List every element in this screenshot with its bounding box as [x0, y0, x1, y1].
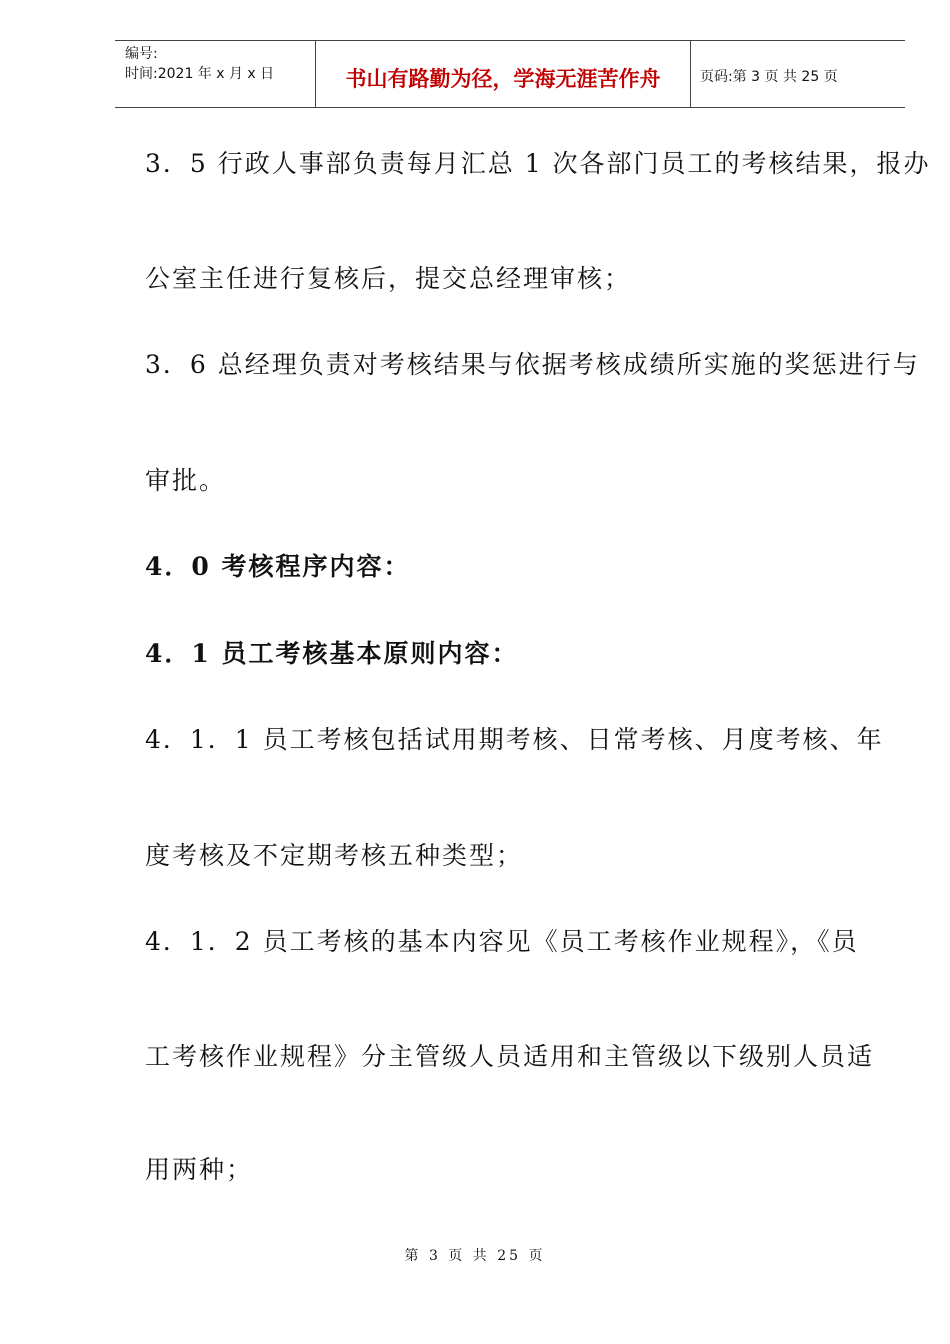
serial-number-label: 编号: — [125, 46, 158, 62]
header-meta-cell — [115, 41, 315, 107]
subsection-heading: 4．1 员工考核基本原则内容： — [145, 639, 519, 668]
paragraph-line: 4．1．2 员工考核的基本内容见《员工考核作业规程》，《员 — [145, 927, 859, 956]
paragraph-line: 用两种； — [145, 1155, 254, 1184]
paragraph-line: 工考核作业规程》分主管级人员适用和主管级以下级别人员适 — [145, 1042, 875, 1071]
paragraph-line: 3．6 总经理负责对考核结果与依据考核成绩所实施的奖惩进行与 — [145, 350, 920, 379]
page-footer: 第 3 页 共 25 页 — [404, 1248, 546, 1264]
paragraph-line: 度考核及不定期考核五种类型； — [145, 841, 524, 870]
paragraph-line: 3．5 行政人事部负责每月汇总 1 次各部门员工的考核结果，报办 — [145, 149, 931, 178]
header-page-cell — [690, 41, 905, 107]
paragraph-line: 公室主任进行复核后，提交总经理审核； — [145, 264, 632, 293]
section-heading: 4．0 考核程序内容： — [145, 552, 411, 581]
header-motto-cell — [315, 41, 691, 107]
header-page-info: 页码:第 3 页 共 25 页 — [700, 69, 838, 85]
paragraph-line: 4．1．1 员工考核包括试用期考核、日常考核、月度考核、年 — [145, 725, 884, 754]
paragraph-line: 审批。 — [145, 466, 227, 495]
time-label: 时间:2021 年 x 月 x 日 — [125, 66, 275, 82]
motto-text: 书山有路勤为径，学海无涯苦作舟 — [345, 67, 661, 91]
page-header — [115, 40, 905, 108]
